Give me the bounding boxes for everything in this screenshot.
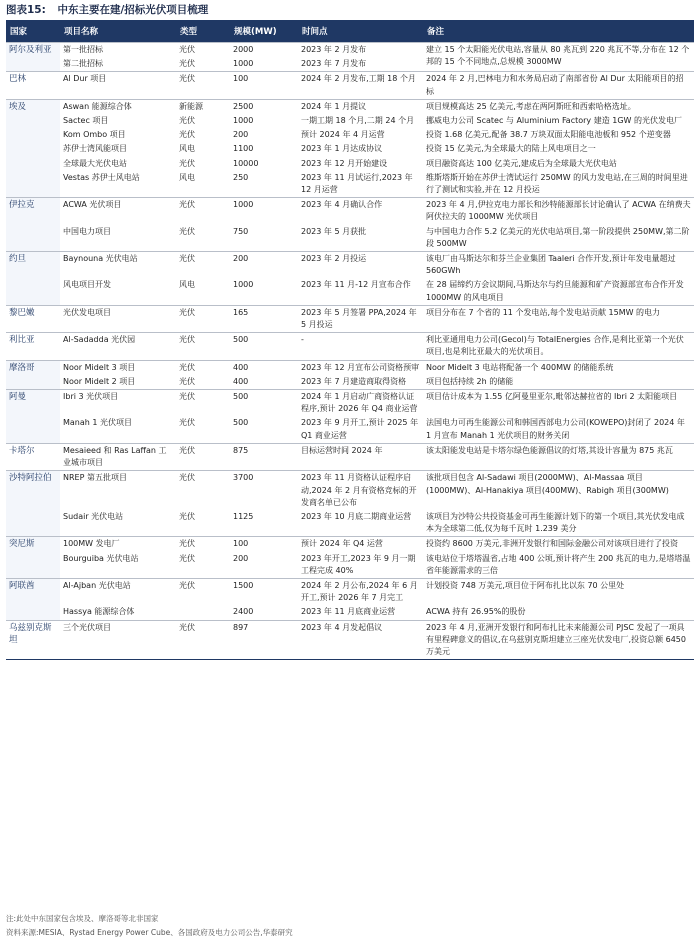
footnote: 注:此处中东国家包含埃及、摩洛哥等北非国家 — [6, 914, 159, 923]
project-type: 光伏 — [176, 443, 230, 470]
project-time: 2023 年 1 月达成协议 — [301, 144, 383, 154]
table-row — [6, 99, 694, 114]
project-type: 光伏 — [179, 553, 195, 563]
project-time: 2023 年 9 月开工,预计 2025 年 Q1 商业运营 — [301, 418, 419, 440]
project-time: 2023 年 7 月建造商取得资格 — [301, 376, 407, 386]
project-name: Manah 1 光伏项目 — [63, 418, 133, 428]
table-row — [6, 605, 694, 620]
project-type: 光伏 — [176, 72, 230, 99]
project-time: 2023 年 5 月签署 PPA,2024 年 5 月投运 — [298, 305, 423, 332]
project-note: 项目融资高达 100 亿美元,建成后为全球最大光伏电站 — [426, 158, 617, 168]
project-time: 2023 年 10 月底二期商业运营 — [301, 511, 412, 521]
project-name: Vestas 苏伊士风电站 — [63, 172, 140, 182]
project-note: 投资 1.68 亿美元,配备 38.7 万块双面太阳能电池板和 952 个逆变器 — [426, 130, 671, 140]
project-scale: 165 — [230, 305, 298, 332]
table-row — [6, 390, 694, 417]
country-cell: 乌兹别克斯坦 — [6, 620, 60, 660]
project-note: 项目包括持续 2h 的储能 — [426, 376, 514, 386]
project-scale: 2400 — [233, 607, 254, 617]
table-row — [6, 142, 694, 156]
project-scale: 500 — [230, 390, 298, 417]
project-time: 目标运营时间 2024 年 — [298, 443, 423, 470]
project-type: 风电 — [179, 144, 195, 154]
table-body — [6, 43, 694, 660]
project-name: Noor Midelt 3 项目 — [60, 360, 176, 375]
country-cell: 利比亚 — [6, 333, 60, 360]
project-note: 与中国电力合作 5.2 亿美元的光伏电站项目,第一阶段提供 250MW,第二阶段 500MW — [426, 226, 690, 248]
project-scale: 500 — [233, 418, 249, 428]
project-type: 光伏 — [179, 418, 195, 428]
country-cell: 沙特阿拉伯 — [6, 471, 60, 537]
project-time: 2023 年开工,2023 年 9 月一期工程完成 40% — [301, 553, 416, 575]
project-type: 光伏 — [179, 511, 195, 521]
project-name: 100MW 发电厂 — [60, 537, 176, 552]
project-name: ACWA 光伏项目 — [60, 198, 176, 225]
project-note: 项目估计成本为 1.55 亿阿曼里亚尔,毗邻达赫拉省的 Ibri 2 太阳能项目 — [423, 390, 694, 417]
table-row — [6, 278, 694, 305]
project-note: 利比亚通用电力公司(Gecol)与 TotalEnergies 合作,是利比亚第一个光伏项目,也是利比亚最大的光伏项目。 — [423, 333, 694, 360]
table-row — [6, 72, 694, 99]
project-scale: 1000 — [233, 116, 254, 126]
project-scale: 1500 — [230, 578, 298, 605]
project-scale: 3700 — [230, 471, 298, 510]
header-time: 时间点 — [298, 22, 423, 43]
project-name: Aswan 能源综合体 — [60, 99, 176, 114]
project-time: 2024 年 1 月启动广商资格认证程序,预计 2026 年 Q4 商业运营 — [298, 390, 423, 417]
project-type: 光伏 — [179, 130, 195, 140]
project-time: 2023 年 11 月资格认证程序启动,2024 年 2 月有资格竞标的开发商名单已公布 — [298, 471, 423, 510]
project-scale: 875 — [230, 443, 298, 470]
header-scale: 规模(MW) — [230, 22, 298, 43]
project-note: 投资约 8600 万美元,非洲开发银行和国际金融公司对该项目进行了投资 — [423, 537, 694, 552]
project-name: Al Dur 项目 — [60, 72, 176, 99]
table-row — [6, 471, 694, 510]
project-name: Ibri 3 光伏项目 — [60, 390, 176, 417]
table-row — [6, 443, 694, 470]
project-time: 2023 年 5 月获批 — [301, 226, 367, 236]
project-type: 光伏 — [176, 198, 230, 225]
country-cell: 阿尔及利亚 — [6, 43, 60, 72]
project-scale: 400 — [233, 376, 249, 386]
table-row — [6, 225, 694, 252]
table-row — [6, 360, 694, 375]
project-table — [6, 22, 694, 660]
project-name: 第二批招标 — [63, 59, 103, 69]
country-cell: 埃及 — [6, 99, 60, 197]
project-scale: 10000 — [233, 158, 259, 168]
table-row — [6, 578, 694, 605]
project-scale: 100 — [230, 72, 298, 99]
project-type: 光伏 — [176, 252, 230, 279]
table-row — [6, 157, 694, 171]
project-name: Bourguiba 光伏电站 — [63, 553, 139, 563]
project-type: 风电 — [179, 172, 195, 182]
table-row — [6, 305, 694, 332]
project-name: Al-Ajban 光伏电站 — [60, 578, 176, 605]
project-time: 2023 年 2 月发布 — [298, 43, 423, 58]
project-scale: 200 — [233, 130, 249, 140]
project-scale: 500 — [230, 333, 298, 360]
country-cell: 卡塔尔 — [6, 443, 60, 470]
project-note: Noor Midelt 3 电站将配备一个 400MW 的储能系统 — [423, 360, 694, 375]
project-type: 光伏 — [176, 360, 230, 375]
country-cell: 摩洛哥 — [6, 360, 60, 389]
project-time: 2024 年 1 月提议 — [298, 99, 423, 114]
project-note: 计划投资 748 万美元,项目位于阿布扎比以东 70 公里处 — [423, 578, 694, 605]
project-note: 法国电力可再生能源公司和韩国西部电力公司(KOWEPO)封闭了 2024 年 1 月宣布 Manah 1 光伏项目的财务关闭 — [426, 418, 685, 440]
project-type: 光伏 — [179, 116, 195, 126]
project-name: 全球最大光伏电站 — [63, 158, 127, 168]
project-time: 预计 2024 年 Q4 运营 — [298, 537, 423, 552]
project-scale: 2500 — [230, 99, 298, 114]
project-note: 该电站位于塔塔温省,占地 400 公顷,预计将产生 200 兆瓦的电力,是塔塔温省年能源需求的三倍 — [426, 553, 691, 575]
project-time: 2023 年 12 月宣布公司资格预审 — [298, 360, 423, 375]
project-scale: 1000 — [233, 280, 254, 290]
project-note: 该电厂由马斯达尔和芬兰企业集团 Taaleri 合作开发,预计年发电量超过 560GWh — [423, 252, 694, 279]
project-note: 项目分布在 7 个省的 11 个发电站,每个发电站贡献 15MW 的电力 — [423, 305, 694, 332]
project-time: 2023 年 7 月发布 — [301, 59, 367, 69]
project-scale: 1000 — [233, 59, 254, 69]
table-row — [6, 128, 694, 142]
project-note: ACWA 持有 26.95%的股份 — [426, 607, 526, 617]
header-note: 备注 — [423, 22, 694, 43]
project-scale: 1125 — [233, 511, 254, 521]
header-project-name: 项目名称 — [60, 22, 176, 43]
figure-number: 图表15: — [6, 4, 46, 16]
project-name: 中国电力项目 — [63, 226, 111, 236]
project-type: 光伏 — [176, 333, 230, 360]
table-row — [6, 537, 694, 552]
table-row — [6, 43, 694, 58]
figure-title — [6, 2, 208, 18]
project-type: 光伏 — [176, 578, 230, 605]
project-note: 该太阳能发电站是卡塔尔绿色能源倡议的灯塔,其设计容量为 875 兆瓦 — [423, 443, 694, 470]
project-type — [176, 605, 230, 620]
project-type: 光伏 — [179, 376, 195, 386]
table-row — [6, 552, 694, 579]
country-cell: 阿曼 — [6, 390, 60, 444]
project-scale: 100 — [230, 537, 298, 552]
project-name: 三个光伏项目 — [60, 620, 176, 660]
project-time: - — [298, 333, 423, 360]
project-note: 维斯塔斯开始在苏伊士湾试运行 250MW 的风力发电站,在三周的时间里进行了测试和实验,并在 12 月投运 — [426, 172, 688, 195]
project-scale: 200 — [233, 553, 249, 563]
country-cell: 巴林 — [6, 72, 60, 99]
project-note: 在 28 届缔约方会议期间,马斯达尔与约旦能源和矿产资源部宣布合作开发 1000MW 的风电项目 — [426, 280, 684, 302]
project-time: 2024 年 2 月公布,2024 年 6 月开工,预计 2026 年 7 月完工 — [298, 578, 423, 605]
project-name: Mesaieed 和 Ras Laffan 工业城市项目 — [60, 443, 176, 470]
project-note: 2023 年 4 月,亚洲开发银行和阿布扎比未来能源公司 PJSC 发起了一项具有里程碑意义的倡议,在乌兹别克斯坦建立三座光伏发电厂,投资总额 6450 万美元 — [423, 620, 694, 660]
project-scale: 1000 — [230, 198, 298, 225]
project-note: 该项目为沙特公共投资基金可再生能源计划下的第一个项目,其光伏发电成本为全球第二低,仅为每千瓦时 1.239 美分 — [426, 511, 685, 534]
project-time: 2023 年 11 月试运行,2023 年 12 月运营 — [301, 172, 413, 195]
project-name: Noor Midelt 2 项目 — [63, 376, 136, 386]
country-cell: 伊拉克 — [6, 198, 60, 252]
project-name: 第一批招标 — [60, 43, 176, 58]
project-time: 2023 年 11 月底商业运营 — [301, 607, 396, 617]
project-name: NREP 第五批项目 — [60, 471, 176, 510]
project-name: Al-Sadadda 光伏园 — [60, 333, 176, 360]
project-name: 光伏发电项目 — [60, 305, 176, 332]
project-note: 投资 15 亿美元,为全球最大的陆上风电项目之一 — [426, 144, 596, 154]
source-note: 资料来源:MESIA、Rystad Energy Power Cube、各国政府及电力公司公告,华泰研究 — [6, 928, 293, 937]
table-row — [6, 114, 694, 128]
project-scale: 1100 — [233, 144, 254, 154]
project-scale: 200 — [230, 252, 298, 279]
country-cell: 突尼斯 — [6, 537, 60, 579]
project-time: 预计 2024 年 4 月运营 — [301, 130, 385, 140]
project-type: 光伏 — [176, 537, 230, 552]
project-type: 光伏 — [176, 43, 230, 58]
table-row — [6, 510, 694, 537]
project-type: 风电 — [179, 280, 195, 290]
project-type: 光伏 — [176, 390, 230, 417]
project-time: 2023 年 2 月投运 — [298, 252, 423, 279]
country-cell: 约旦 — [6, 252, 60, 306]
project-scale: 750 — [233, 226, 249, 236]
project-time: 2023 年 11 月-12 月宣布合作 — [301, 280, 411, 290]
header-type: 类型 — [176, 22, 230, 43]
project-type: 光伏 — [179, 59, 195, 69]
country-cell: 阿联酋 — [6, 578, 60, 620]
project-time: 2023 年 4 月确认合作 — [298, 198, 423, 225]
project-name: Sudair 光伏电站 — [63, 511, 124, 521]
table-row — [6, 416, 694, 443]
project-time: 一期工期 18 个月,二期 24 个月 — [301, 116, 415, 126]
project-note: 建立 15 个太阳能光伏电站,容量从 80 兆瓦到 220 兆瓦不等,分布在 12 个邦的 15 个不同地点,总规模 3000MW — [423, 43, 694, 72]
project-scale: 400 — [230, 360, 298, 375]
project-type: 光伏 — [179, 158, 195, 168]
project-note: 2023 年 4 月,伊拉克电力部长和沙特能源部长讨论确认了 ACWA 在纳费夫阿伏拉夫的 1000MW 光伏项目 — [423, 198, 694, 225]
project-time: 2023 年 4 月发起倡议 — [298, 620, 423, 660]
project-name: Sactec 项目 — [63, 116, 109, 126]
project-scale: 897 — [230, 620, 298, 660]
table-row — [6, 171, 694, 198]
project-note: 挪威电力公司 Scatec 与 Aluminium Factory 建造 1GW 的光伏发电厂 — [426, 116, 682, 126]
project-time: 2024 年 2 月发布,工期 18 个月 — [298, 72, 423, 99]
project-note: 项目规模高达 25 亿美元,考虑在两阿斯旺和西索哈格选址。 — [423, 99, 694, 114]
table-row — [6, 252, 694, 279]
project-scale: 2000 — [230, 43, 298, 58]
table-header-row — [6, 22, 694, 43]
project-name: Baynouna 光伏电站 — [60, 252, 176, 279]
table-row — [6, 198, 694, 225]
figure-title-text: 中东主要在建/招标光伏项目梳理 — [57, 4, 209, 16]
project-type: 光伏 — [176, 471, 230, 510]
project-name: Hassya 能源综合体 — [63, 607, 135, 617]
project-name: 苏伊士湾风能项目 — [63, 144, 127, 154]
table-row — [6, 375, 694, 390]
country-cell: 黎巴嫩 — [6, 305, 60, 332]
project-name: Kom Ombo 项目 — [63, 130, 126, 140]
project-type: 光伏 — [176, 305, 230, 332]
project-type: 光伏 — [179, 226, 195, 236]
project-time: 2023 年 12 月开始建设 — [301, 158, 388, 168]
header-country: 国家 — [6, 22, 60, 43]
project-type: 新能源 — [176, 99, 230, 114]
table-row — [6, 620, 694, 660]
project-name: 风电项目开发 — [63, 280, 111, 290]
project-type: 光伏 — [176, 620, 230, 660]
project-note: 该批项目包含 Al-Sadawi 项目(2000MW)、Al-Massaa 项目(1000MW)、Al-Hanakiya 项目(400MW)、Rabigh 项目(300MW) — [423, 471, 694, 510]
table-row — [6, 333, 694, 360]
project-note: 2024 年 2 月,巴林电力和水务局启动了南部省份 Al Dur 太阳能项目的招标 — [423, 72, 694, 99]
project-scale: 250 — [233, 172, 249, 182]
